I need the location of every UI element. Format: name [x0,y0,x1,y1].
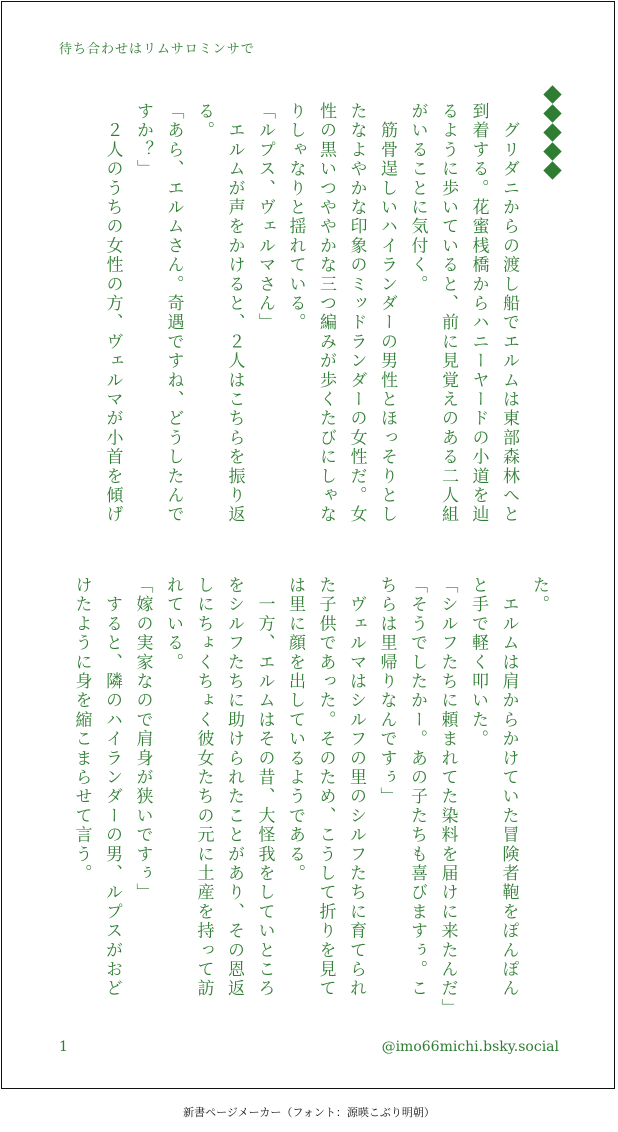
page-number: 1 [59,1039,68,1055]
text-line: すると、隣のハイランダーの男、ルプスがおど [102,576,122,999]
text-line: た子供であった。そのため、こうして折りを見て [315,576,336,999]
text-line: 性の黒いつややかな三つ編みが歩くたびにしゃな [316,102,336,525]
diamond-icon [543,85,561,103]
text-line: は里に顔を出しているようである。 [285,576,305,884]
diamond-icon [543,161,561,179]
text-line: けたように身を縮こまらせて言う。 [71,576,92,884]
text-line: がいることに気付く。 [407,102,428,294]
text-line: 到着する。花蜜桟橋からハニーヤードの小道を辿 [468,102,489,525]
text-line: るように歩いていると、前に見覚えのある二人組 [438,102,458,525]
text-line: 筋骨逞しいハイランダーの男性とほっそりとし [377,102,397,525]
text-line: た。 [529,576,549,615]
page-frame [1,1,615,1089]
text-line: グリダニからの渡し船でエルムは東部森林へと [499,102,519,525]
text-line: れている。 [163,576,183,672]
body-text-bottom [66,576,554,1018]
body-text-top [97,102,524,532]
diamond-icon [543,104,561,122]
generator-caption: 新書ページメーカー（フォント：源暎こぶり明朝） [183,1106,435,1119]
text-line: る。 [194,102,214,141]
text-line: エルムが声をかけると、２人はこちらを振り返 [224,102,245,525]
text-line: 「シルフたちに頼まれてた染料を届けに来たんだ」 [437,576,458,1018]
text-line: 「あら、エルムさん。奇遇ですね、どうしたんで [163,102,184,525]
text-line: ヴェルマはシルフの里のシルフたちに育てられ [346,576,366,999]
diamond-icon [543,142,561,160]
text-line: をシルフたちに助けられたことがあり、その恩返 [224,576,244,999]
text-line: りしゃなりと揺れている。 [285,102,306,333]
text-line: と手で軽く叩いた。 [468,576,488,749]
text-line: しにちょくちょく彼女たちの元に土産を持って訪 [193,576,214,999]
text-line: ちらは里帰りなんですぅ」 [376,576,397,807]
diamond-ornament [543,88,563,183]
text-line: エルムは肩からかけていた冒険者鞄をぽんぽん [498,576,519,999]
text-line: 「ルプス、ヴェルマさん」 [255,102,275,333]
text-line: たなよやかな印象のミッドランダーの女性だ。女 [346,102,367,525]
text-line: 一方、エルムはその昔、大怪我をしていところ [254,576,275,999]
diamond-icon [543,123,561,141]
text-line: 「そうでしたかー。あの子たちも喜びますぅ。こ [407,576,427,999]
text-line: ２人のうちの女性の方、ヴェルマが小首を傾げ [102,102,123,525]
text-line: すか？」 [133,102,153,179]
text-line: 「嫁の実家なので肩身が狭いですぅ」 [132,576,153,903]
author-handle: @imo66michi.bsky.social [381,1039,559,1055]
running-title: 待ち合わせはリムサロミンサで [59,42,255,57]
